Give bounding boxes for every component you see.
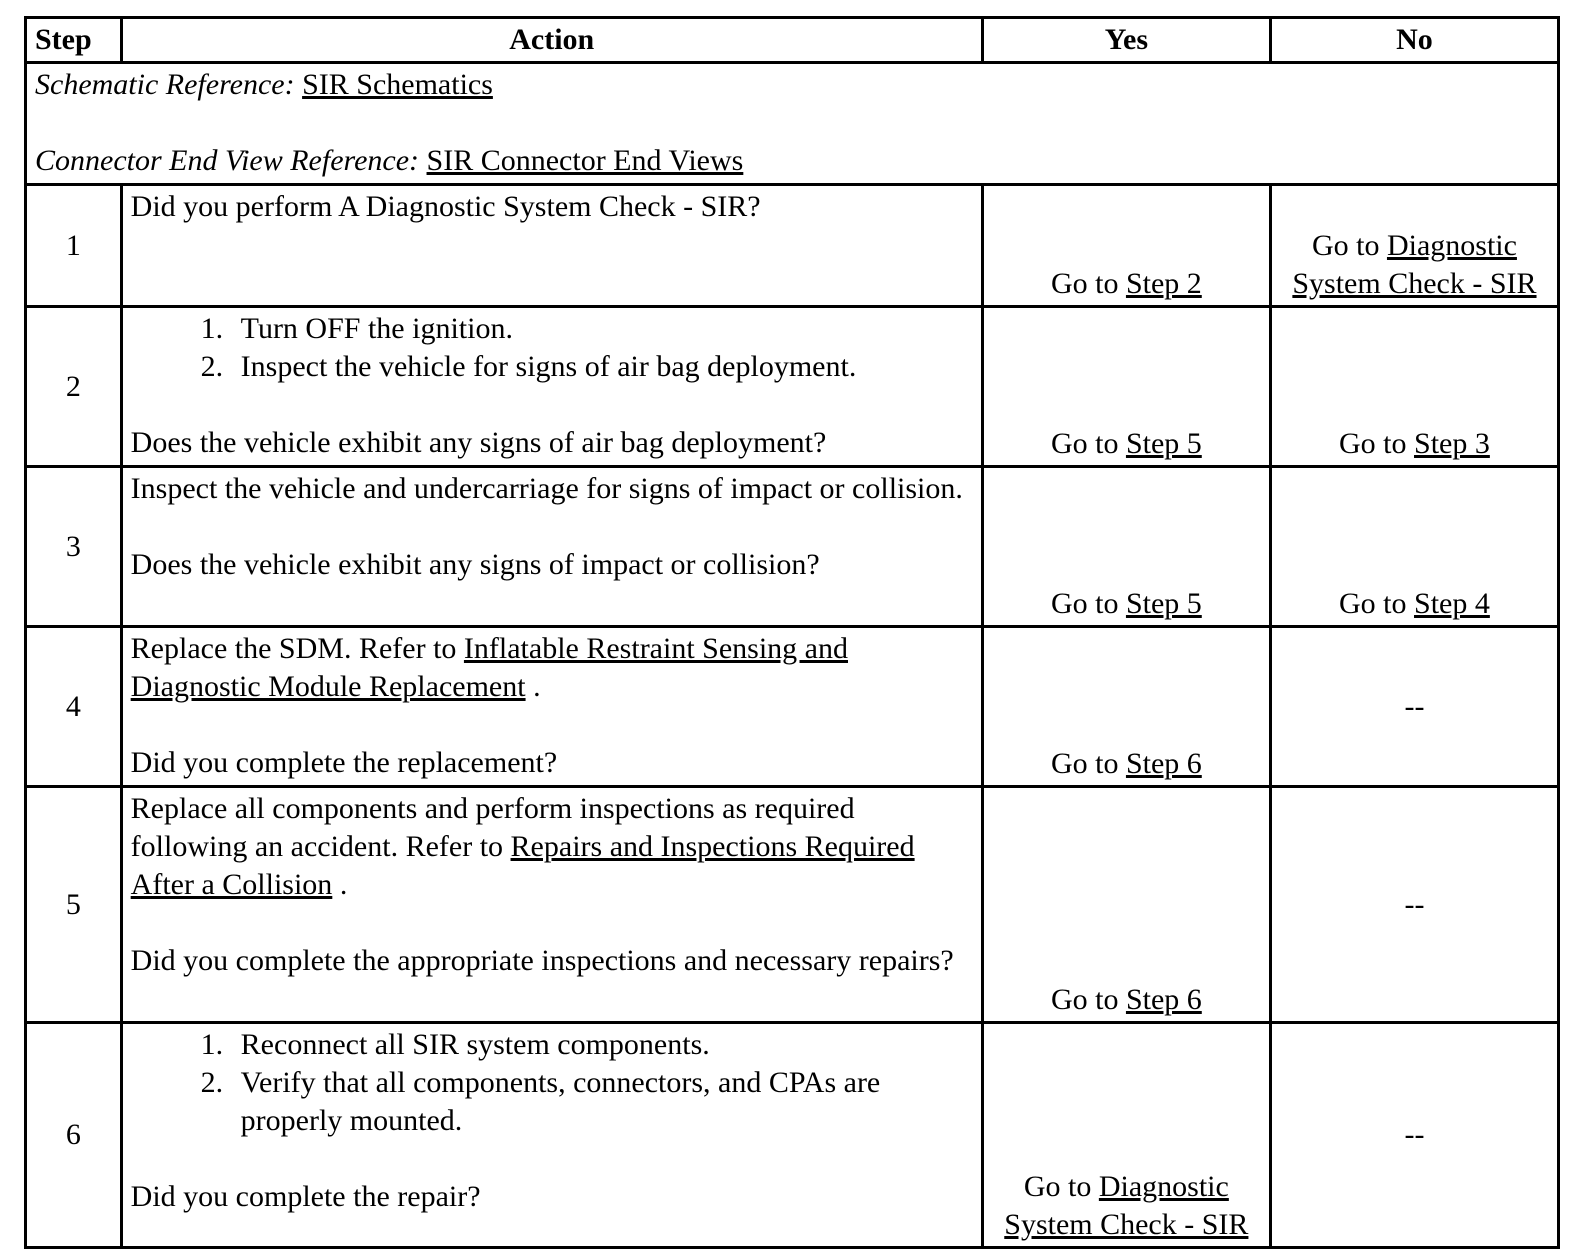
header-step: Step [26,18,122,63]
action-cell [121,627,982,787]
yes-prefix: Go to [1050,267,1119,300]
no-link[interactable]: Step 3 [1414,427,1490,460]
yes-cell [982,185,1270,307]
action-question: Did you complete the appropriate inspections and necessary repairs? [130,944,954,978]
yes-cell [982,1023,1270,1248]
action-list [131,1026,973,1140]
action-cell [121,1023,982,1248]
action-cell [121,185,982,307]
schematic-reference [35,66,1549,104]
yes-cell [982,627,1270,787]
action-cell [121,787,982,1023]
no-link[interactable]: Diagnostic System Check - SIR [1292,228,1537,300]
step-number: 1 [26,185,122,307]
connector-reference [35,142,1549,180]
action-list-item: 1. Turn OFF the ignition. [231,310,973,348]
table-row [26,307,1559,467]
no-cell [1270,307,1558,467]
table-row [26,787,1559,1023]
action-cell [121,307,982,467]
table-row [26,185,1559,307]
action-text-suffix: . [533,670,541,704]
yes-cell [982,467,1270,627]
step-number: 4 [26,627,122,787]
header-action: Action [121,18,982,63]
action-text-link[interactable]: Repairs and Inspections Required After a Collision [130,830,915,902]
table-row [26,1023,1559,1248]
yes-cell [982,307,1270,467]
schematic-reference-link[interactable]: SIR Schematics [302,68,493,102]
step-number: 3 [26,467,122,627]
action-question: Did you complete the replacement? [130,746,558,780]
table-row [26,627,1559,787]
action-text-suffix: . [339,868,348,902]
no-prefix: Go to [1339,427,1407,460]
no-cell: -- [1270,1023,1558,1248]
action-question: Does the vehicle exhibit any signs of air bag deployment? [130,426,827,460]
yes-link[interactable]: Step 6 [1125,747,1202,780]
schematic-reference-label: Schematic Reference: [35,68,295,102]
reference-cell [26,63,1559,185]
no-prefix: Go to [1339,587,1407,620]
action-text-prefix: Replace all components and perform inspections as required following an accident. Refer to [130,792,855,864]
yes-prefix: Go to [1023,1169,1092,1203]
action-list-item: 1. Reconnect all SIR system components. [231,1026,973,1064]
header-row [26,18,1559,63]
header-no: No [1270,18,1558,63]
action-text: Inspect the vehicle and undercarriage for signs of impact or collision. [130,472,963,506]
yes-prefix: Go to [1050,427,1119,460]
yes-cell [982,787,1270,1023]
action-list [131,310,973,386]
action-text [131,630,973,706]
action-list-item: 2. Inspect the vehicle for signs of air bag deployment. [231,348,973,386]
yes-link[interactable]: Step 6 [1125,983,1202,1016]
no-cell: -- [1270,627,1558,787]
no-prefix: Go to [1311,228,1380,262]
no-cell [1270,467,1558,627]
yes-link[interactable]: Step 5 [1125,587,1202,620]
no-link[interactable]: Step 4 [1414,587,1490,620]
action-question: Did you complete the repair? [130,1180,481,1214]
action-question: Did you perform A Diagnostic System Check - SIR? [130,190,761,224]
step-number: 6 [26,1023,122,1248]
reference-row [26,63,1559,185]
yes-link[interactable]: Diagnostic System Check - SIR [1004,1169,1249,1241]
action-text [131,790,973,904]
action-text-prefix: Replace the SDM. Refer to [130,632,457,666]
action-list-item: 2. Verify that all components, connectors, and CPAs are properly mounted. [231,1064,973,1140]
header-yes: Yes [982,18,1270,63]
connector-reference-label: Connector End View Reference: [35,144,420,178]
action-question: Does the vehicle exhibit any signs of impact or collision? [130,548,820,582]
no-cell [1270,185,1558,307]
yes-link[interactable]: Step 5 [1125,427,1202,460]
yes-prefix: Go to [1050,983,1119,1016]
yes-prefix: Go to [1050,587,1119,620]
step-number: 5 [26,787,122,1023]
yes-link[interactable]: Step 2 [1125,267,1202,300]
yes-prefix: Go to [1050,747,1119,780]
diagnostic-table [24,16,1560,1249]
connector-reference-link[interactable]: SIR Connector End Views [426,144,744,178]
table-row [26,467,1559,627]
action-text-link[interactable]: Inflatable Restraint Sensing and Diagnostic Module Replacement [130,632,848,704]
no-cell: -- [1270,787,1558,1023]
action-cell [121,467,982,627]
step-number: 2 [26,307,122,467]
